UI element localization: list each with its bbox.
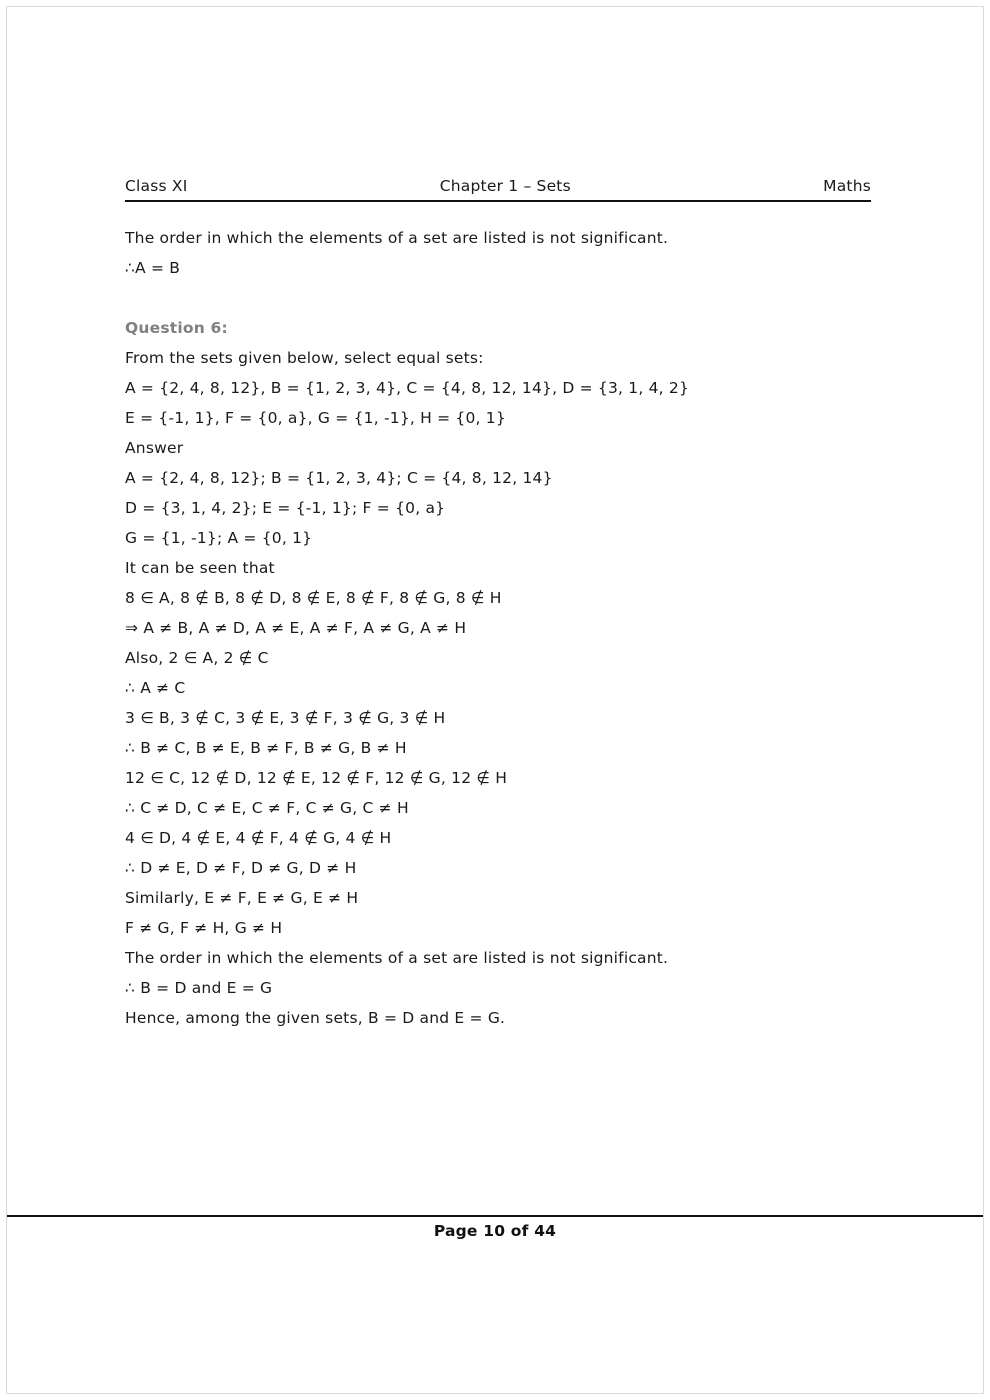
- content-line: ∴A = B: [125, 259, 181, 277]
- content-line: ∴ C ≠ D, C ≠ E, C ≠ F, C ≠ G, C ≠ H: [125, 799, 409, 817]
- document-page: [6, 6, 984, 1394]
- page-number: Page 10 of 44: [433, 1222, 557, 1240]
- header-chapter-title: Chapter 1 – Sets: [439, 177, 571, 195]
- content-line: 8 ∈ A, 8 ∉ B, 8 ∉ D, 8 ∉ E, 8 ∉ F, 8 ∉ G, 8 ∉ H: [125, 589, 502, 607]
- content-line: Hence, among the given sets, B = D and E = G.: [125, 1009, 506, 1027]
- content-line: ∴ D ≠ E, D ≠ F, D ≠ G, D ≠ H: [125, 859, 357, 877]
- content-line: E = {-1, 1}, F = {0, a}, G = {1, -1}, H = {0, 1}: [125, 409, 506, 427]
- content-line: 12 ∈ C, 12 ∉ D, 12 ∉ E, 12 ∉ F, 12 ∉ G, 12 ∉ H: [125, 769, 508, 787]
- page-body: [125, 223, 887, 1033]
- page-header: [125, 177, 871, 202]
- content-line: ⇒ A ≠ B, A ≠ D, A ≠ E, A ≠ F, A ≠ G, A ≠ H: [125, 619, 467, 637]
- content-line: F ≠ G, F ≠ H, G ≠ H: [125, 919, 283, 937]
- content-line: D = {3, 1, 4, 2}; E = {-1, 1}; F = {0, a}: [125, 499, 446, 517]
- content-line: A = {2, 4, 8, 12}, B = {1, 2, 3, 4}, C = {4, 8, 12, 14}, D = {3, 1, 4, 2}: [125, 379, 690, 397]
- page-footer: [7, 1215, 983, 1240]
- content-line: It can be seen that: [125, 559, 275, 577]
- question-heading: Question 6:: [125, 319, 228, 337]
- content-line: Answer: [125, 439, 184, 457]
- content-line: Similarly, E ≠ F, E ≠ G, E ≠ H: [125, 889, 359, 907]
- header-class-label: Class XI: [125, 177, 188, 195]
- content-line: ∴ A ≠ C: [125, 679, 186, 697]
- content-line: From the sets given below, select equal sets:: [125, 349, 484, 367]
- content-line: Also, 2 ∈ A, 2 ∉ C: [125, 649, 269, 667]
- content-line: G = {1, -1}; A = {0, 1}: [125, 529, 313, 547]
- content-line: 3 ∈ B, 3 ∉ C, 3 ∉ E, 3 ∉ F, 3 ∉ G, 3 ∉ H: [125, 709, 446, 727]
- content-line: A = {2, 4, 8, 12}; B = {1, 2, 3, 4}; C = {4, 8, 12, 14}: [125, 469, 553, 487]
- content-line: 4 ∈ D, 4 ∉ E, 4 ∉ F, 4 ∉ G, 4 ∉ H: [125, 829, 392, 847]
- content-line: The order in which the elements of a set are listed is not significant.: [125, 949, 669, 967]
- header-subject-label: Maths: [823, 177, 871, 195]
- content-line: ∴ B = D and E = G: [125, 979, 273, 997]
- content-line: The order in which the elements of a set are listed is not significant.: [125, 229, 669, 247]
- content-line: ∴ B ≠ C, B ≠ E, B ≠ F, B ≠ G, B ≠ H: [125, 739, 407, 757]
